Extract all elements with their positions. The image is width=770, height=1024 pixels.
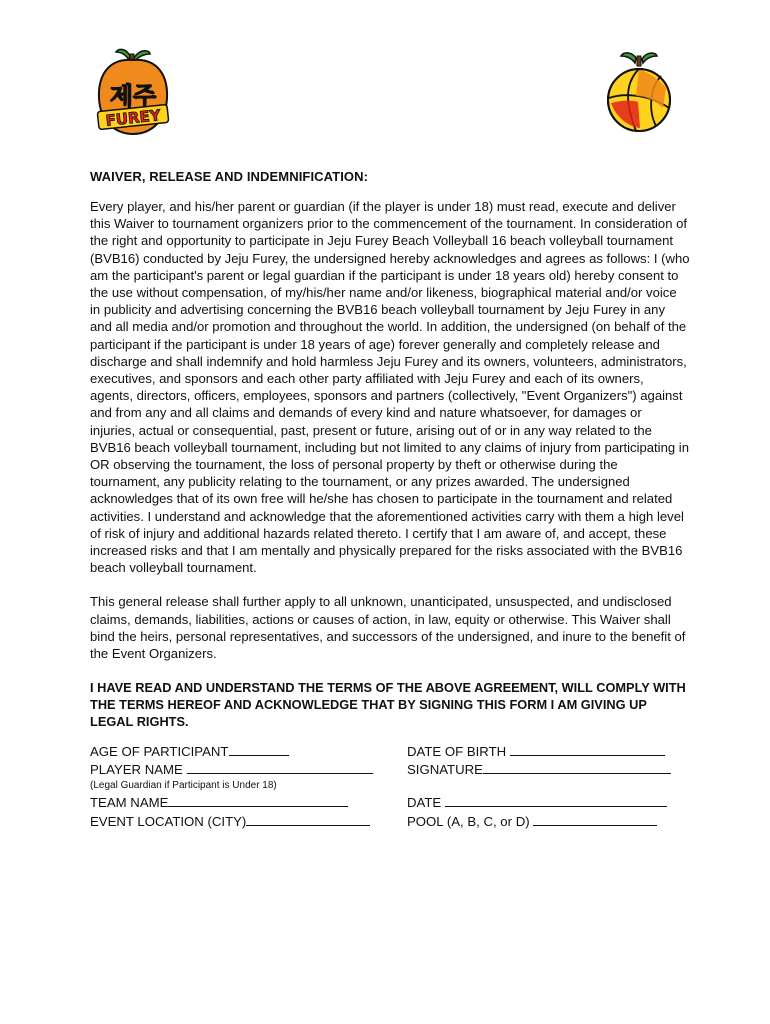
logo-wordmark: FUREY <box>104 106 162 130</box>
team-name-line[interactable] <box>168 794 348 807</box>
team-name-label: TEAM NAME <box>90 795 169 811</box>
event-location-label: EVENT LOCATION (CITY) <box>90 814 247 830</box>
waiver-paragraph-release: This general release shall further apply to all unknown, unanticipated, unsuspected, and undisclosed claims, demands, liabilities, actions or causes of action, in law, equity or otherwise. This Waiver shall bind the heirs, personal representatives, and successors of the undersigned, and inure to the benefit of the Event Organizers. <box>90 594 686 662</box>
dob-line[interactable] <box>510 743 665 756</box>
pool-field[interactable] <box>407 813 657 830</box>
waiver-heading: WAIVER, RELEASE AND INDEMNIFICATION: <box>90 169 369 184</box>
logo-korean-text: 제주 <box>109 82 157 110</box>
player-name-line[interactable] <box>187 761 373 774</box>
signature-line[interactable] <box>483 761 671 774</box>
age-field[interactable] <box>90 743 289 760</box>
team-name-field[interactable] <box>90 794 348 811</box>
jeju-furey-logo <box>96 46 170 136</box>
pool-line[interactable] <box>533 813 657 826</box>
age-line[interactable] <box>229 743 289 756</box>
waiver-paragraph-main: Every player, and his/her parent or guardian (if the player is under 18) must read, execute and deliver this Waiver to tournament organizers prior to the commencement of the tournament. In consideration of the right and opportunity to participate in Jeju Furey Beach Volleyball 16 beach volleyball tournament (BVB16) conducted by Jeju Furey, the undersigned hereby acknowledges and agrees as follows: I (who am the participant's parent or legal guardian if the participant is under 18 years old) hereby consent to the use without compensation, of my/his/her name and/or likeness, biographical material and/or voice in publicity and advertising concerning the BVB16 beach volleyball tournament by Jeju Furey in any and all media and/or promotion and throughout the world. In addition, the undersigned (on behalf of the participant if the participant is under 18 years of age) forever generally and completely release and discharge and shall indemnify and hold harmless Jeju Furey and its owners, volunteers, administrators, executives, and sponsors and each other party affiliated with Jeju Furey and each of its owners, agents, directors, officers, employees, sponsors and partners (collectively, "Event Organizers") against and from any and all claims and demands of every kind and nature whatsoever, for damages or injuries, actual or consequential, past, present or future, arising out of or in any way related to the BVB16 beach volleyball tournament, including but not limited to any claims of injury from participating in OR observing the tournament, the loss of personal property by theft or otherwise during the tournament, any publicity relating to the tournament, or any prizes awarded. The undersigned acknowledges that of its own free will he/she has chosen to participate in the tournament and related activities. I understand and acknowledge that the aforementioned activities carry with them a high level of risk of injury and additional hazards related thereto. I certify that I am aware of, and accept, these increased risks and that I am mentally and physically prepared for the risks associated with the BVB16 beach volleyball tournament. <box>90 199 690 576</box>
date-field[interactable] <box>407 794 667 811</box>
dob-label: DATE OF BIRTH <box>407 744 507 760</box>
signature-field[interactable] <box>407 761 671 778</box>
dob-field[interactable] <box>407 743 665 760</box>
volleyball-peach-logo <box>606 48 672 138</box>
acknowledgement-statement: I HAVE READ AND UNDERSTAND THE TERMS OF THE ABOVE AGREEMENT, WILL COMPLY WITH THE TERMS HEREOF AND ACKNOWLEDGE THAT BY SIGNING THIS FORM I AM GIVING UP LEGAL RIGHTS. <box>90 680 686 730</box>
player-name-label: PLAYER NAME <box>90 762 183 778</box>
signature-fields <box>90 743 690 843</box>
guardian-note: (Legal Guardian if Participant is Under 18) <box>90 780 277 792</box>
age-label: AGE OF PARTICIPANT <box>90 744 229 760</box>
date-line[interactable] <box>445 794 667 807</box>
date-label: DATE <box>407 795 442 811</box>
event-location-field[interactable] <box>90 813 370 830</box>
signature-label: SIGNATURE <box>407 762 483 778</box>
event-location-line[interactable] <box>246 813 370 826</box>
waiver-document <box>90 169 690 843</box>
player-name-field[interactable] <box>90 761 373 778</box>
pool-label: POOL (A, B, C, or D) <box>407 814 530 830</box>
